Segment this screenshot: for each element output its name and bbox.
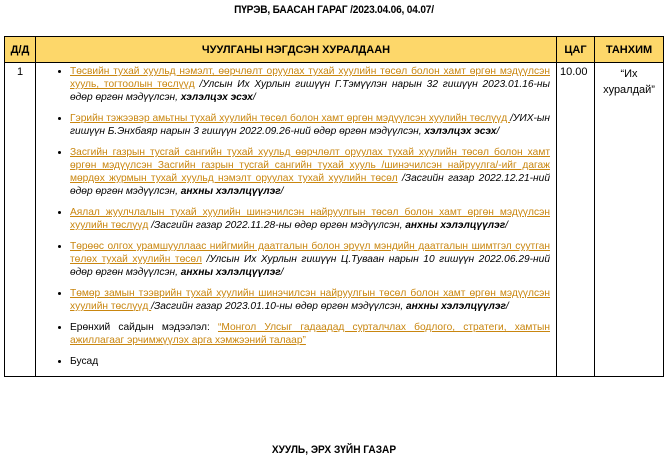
bill-link[interactable]: Гэрийн тэжээвэр амьтны тухай хуулийн төсөл болон хамт өргөн мэдүүлсэн хуулийн төслүүд [70, 113, 511, 124]
bill-note [151, 301, 509, 312]
agenda-item-pm-info [70, 321, 550, 347]
agenda-item [70, 146, 550, 198]
bill-submission-info: /Улсын Их Хурлын гишүүн Г.Тэмүүлэн нарын 32 гишүүн 2023.01.16-ны өдөр өргөн мэдүүлсэн, [70, 79, 550, 103]
bill-submission-info: /Засгийн газар 2023.01.10-ны өдөр өргөн мэдүүлсэн, [151, 301, 406, 312]
bill-submission-info: /УИХ-ын гишүүн Б.Энхбаяр нарын 3 гишүүн 2022.09.26-ний өдөр өргөн мэдүүлсэн, [70, 113, 550, 137]
agenda-item [70, 206, 550, 232]
agenda-item [70, 65, 550, 104]
column-header-room: ТАНХИМ [595, 37, 664, 63]
row-number: 1 [5, 63, 36, 377]
agenda-item-other [70, 355, 550, 368]
table-header-row [5, 37, 664, 63]
schedule-title: ПҮРЭВ, БААСАН ГАРАГ /2023.04.06, 04.07/ [234, 4, 434, 16]
bill-note [148, 220, 508, 231]
session-schedule-table [4, 36, 664, 377]
column-header-session: ЧУУЛГАНЫ НЭГДСЭН ХУРАЛДААН [36, 37, 557, 63]
note-end: / [505, 301, 509, 312]
note-end: / [280, 186, 284, 197]
bill-submission-info: /Засгийн газар 2022.11.28-ны өдөр өргөн мэдүүлсэн, [148, 220, 406, 231]
agenda-item [70, 112, 550, 138]
agenda-item [70, 287, 550, 313]
bill-submission-info: /Улсын Их Хурлын гишүүн Ц.Туваан нарын 10 гишүүн 2022.06.29-ний өдөр өргөн мэдүүлсэн, [70, 254, 550, 278]
note-end: / [252, 92, 256, 103]
bill-link[interactable]: Төрөөс олгох урамшууллаас нийгмийн даатгалын болон эрүүл мэндийн даатгалын шимтгэл суутган төлөх тухай хуулийн төсөл [70, 241, 550, 265]
column-header-time: ЦАГ [557, 37, 595, 63]
note-end: / [505, 220, 509, 231]
pm-info-link[interactable]: “Монгол Улсыг гадаадад сурталчлах бодлого, стратеги, хамтын ажиллагааг эрчимжүүлэх арга хэмжээний талаар” [70, 322, 550, 346]
bill-link[interactable]: Аялал жуулчлалын тухай хуулийн шинэчилсэн найруулгын төсөл болон хамт өргөн мэдүүлсэн хуулийн төслүүд [70, 207, 550, 231]
session-room: “Их хуралдай” [595, 63, 664, 377]
bill-link[interactable]: Төсвийн тухай хуульд нэмэлт, өөрчлөлт оруулах тухай хуулийн төсөл болон хамт өргөн мэдүүлсэн хууль, тогтоолын төслүүд [70, 66, 550, 90]
bill-submission-info: /Засгийн газар 2022.12.21-ний өдөр өргөн мэдүүлсэн, [70, 173, 550, 197]
other-label: Бусад [70, 356, 99, 367]
bill-link[interactable]: Засгийн газрын тусгай сангийн тухай хуульд өөрчлөлт оруулах тухай хуулийн төсөл болон хамт өргөн мэдүүлсэн Засгийн газрын тусгай сангийн тухай хууль /шинэчилсэн найруулга/-ийг дагаж мөрдөх журмын тухай хуульд нэмэлт оруулах тухай хуулийн төсөл [70, 147, 550, 184]
bill-stage: анхны хэлэлцүүлэг [180, 186, 281, 197]
bill-stage: анхны хэлэлцүүлэг [405, 301, 506, 312]
bill-stage: анхны хэлэлцүүлэг [405, 220, 506, 231]
note-end: / [496, 126, 500, 137]
bill-link[interactable]: Төмөр замын тээврийн тухай хуулийн шинэчилсэн найруулгын төсөл болон хамт өргөн мэдүүлсэн хуулийн төслүүд [70, 288, 550, 312]
column-header-number: Д/Д [5, 37, 36, 63]
pm-info-label: Ерөнхий сайдын мэдээлэл: [70, 322, 218, 333]
session-time: 10.00 [557, 63, 595, 377]
agenda-cell [36, 63, 557, 377]
table-row [5, 63, 664, 377]
note-end: / [280, 267, 284, 278]
bill-stage: хэлэлцэх эсэх [424, 126, 497, 137]
bill-stage: хэлэлцэх эсэх [180, 92, 253, 103]
bill-stage: анхны хэлэлцүүлэг [180, 267, 281, 278]
agenda-item [70, 240, 550, 279]
agenda-list [42, 65, 550, 368]
footer-department: ХУУЛЬ, ЭРХ ЗҮЙН ГАЗАР [271, 444, 397, 456]
